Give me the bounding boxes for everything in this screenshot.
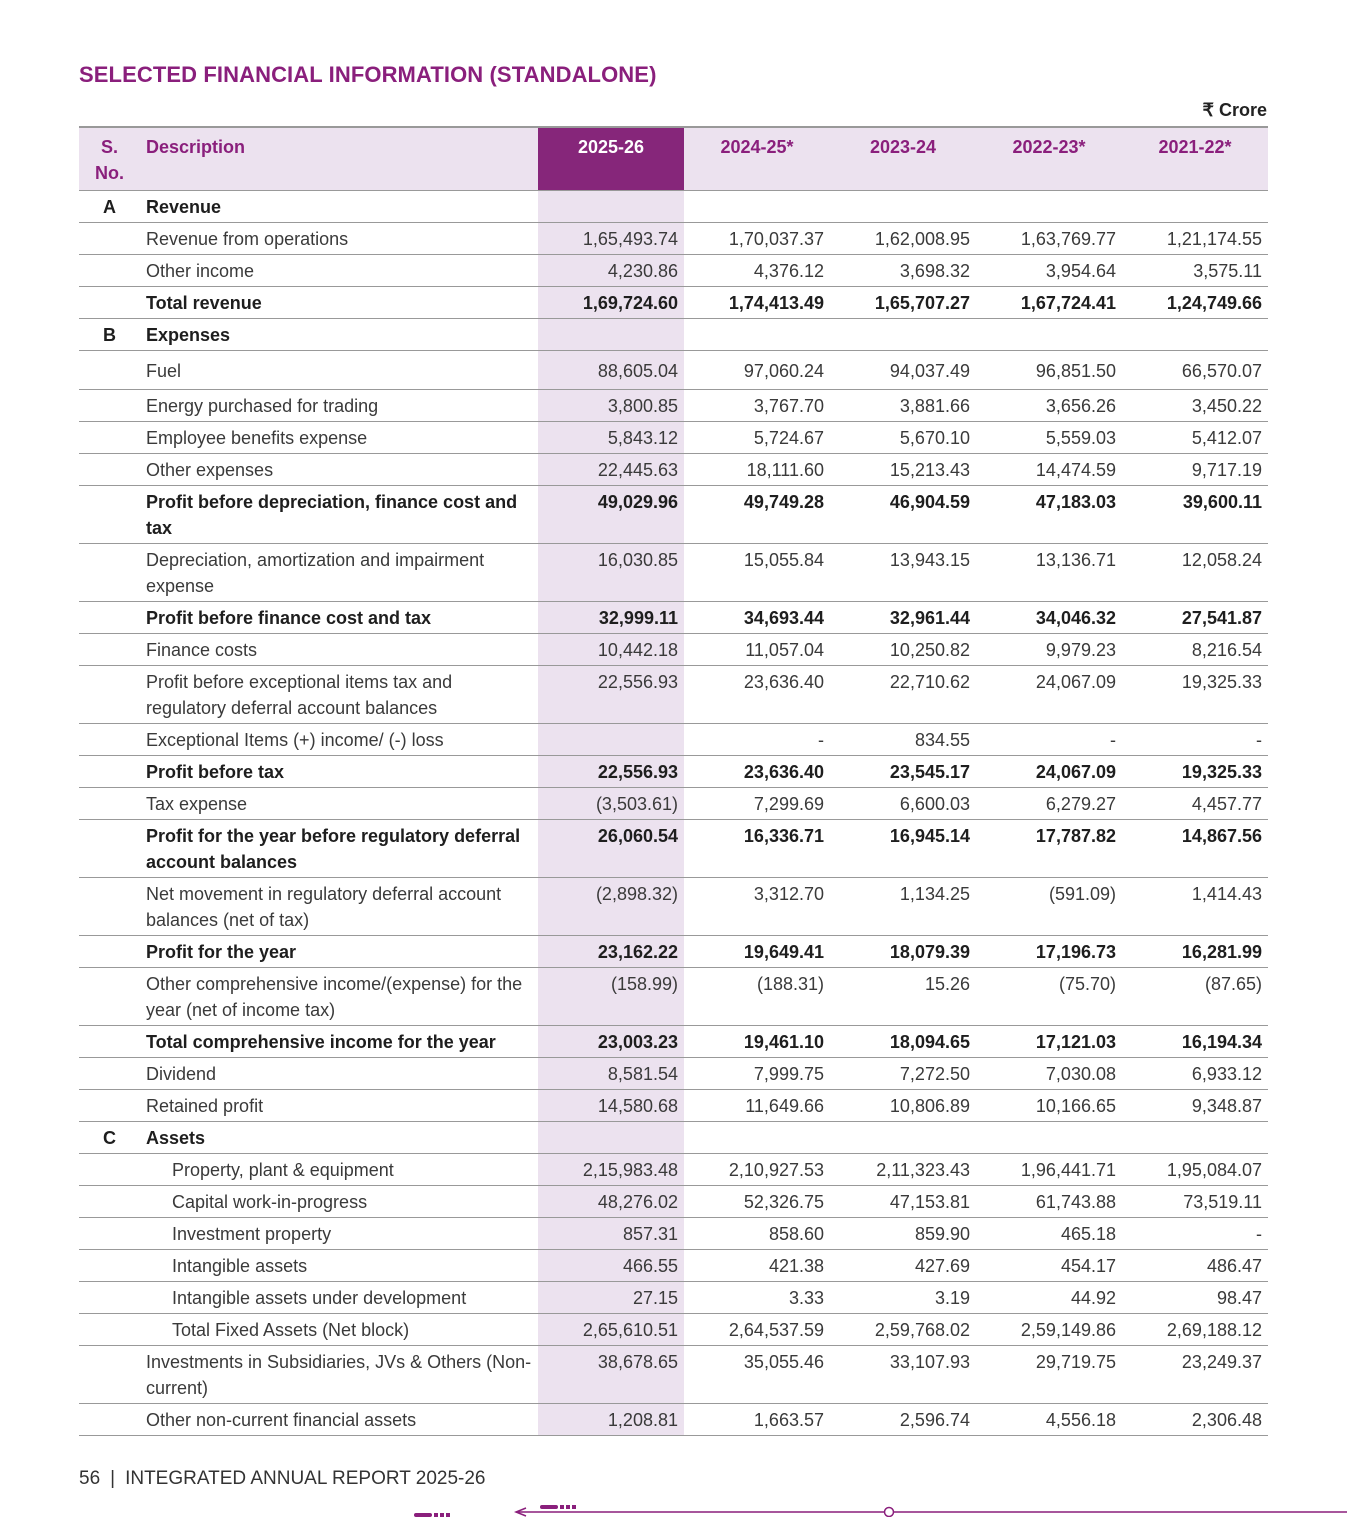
row-sno <box>79 1058 140 1090</box>
row-value: 52,326.75 <box>684 1186 830 1218</box>
table-row <box>79 319 1268 351</box>
row-value: 3,575.11 <box>1122 255 1268 287</box>
row-description: Profit before exceptional items tax and regulatory deferral account balances <box>140 666 538 724</box>
row-value: 857.31 <box>538 1218 684 1250</box>
row-value: (3,503.61) <box>538 788 684 820</box>
column-header-description: Description <box>140 127 538 191</box>
row-value: 5,670.10 <box>830 422 976 454</box>
row-value: 14,867.56 <box>1122 820 1268 878</box>
row-sno <box>79 223 140 255</box>
row-value: (591.09) <box>976 878 1122 936</box>
row-value: 1,69,724.60 <box>538 287 684 319</box>
table-body <box>79 191 1268 1436</box>
footer-separator: | <box>110 1468 116 1489</box>
row-value <box>1122 191 1268 223</box>
row-value: 466.55 <box>538 1250 684 1282</box>
table-row <box>79 634 1268 666</box>
row-value: 1,67,724.41 <box>976 287 1122 319</box>
row-value: 834.55 <box>830 724 976 756</box>
table-row <box>79 191 1268 223</box>
row-description: Profit before depreciation, finance cost and tax <box>140 486 538 544</box>
row-sno <box>79 1026 140 1058</box>
row-value: 9,979.23 <box>976 634 1122 666</box>
row-value: 38,678.65 <box>538 1346 684 1404</box>
row-value: 23,545.17 <box>830 756 976 788</box>
column-header-year: 2024-25* <box>684 127 830 191</box>
row-value: 486.47 <box>1122 1250 1268 1282</box>
row-value <box>684 319 830 351</box>
row-value: 4,230.86 <box>538 255 684 287</box>
row-value: 10,250.82 <box>830 634 976 666</box>
table-row <box>79 1314 1268 1346</box>
row-value: 17,196.73 <box>976 936 1122 968</box>
row-value <box>976 191 1122 223</box>
row-value: 3,881.66 <box>830 390 976 422</box>
row-description: Dividend <box>140 1058 538 1090</box>
row-value: 3,656.26 <box>976 390 1122 422</box>
row-value: 1,663.57 <box>684 1404 830 1436</box>
row-value: 32,961.44 <box>830 602 976 634</box>
row-value: 39,600.11 <box>1122 486 1268 544</box>
column-header-year: 2025-26 <box>538 127 684 191</box>
row-value: 15,055.84 <box>684 544 830 602</box>
row-value: 61,743.88 <box>976 1186 1122 1218</box>
row-value: 29,719.75 <box>976 1346 1122 1404</box>
table-row <box>79 1250 1268 1282</box>
row-value: (87.65) <box>1122 968 1268 1026</box>
column-header-sno: S. No. <box>79 127 140 191</box>
row-value: 10,442.18 <box>538 634 684 666</box>
row-value: 454.17 <box>976 1250 1122 1282</box>
row-value: 18,094.65 <box>830 1026 976 1058</box>
row-value: 27,541.87 <box>1122 602 1268 634</box>
row-sno <box>79 1154 140 1186</box>
table-row <box>79 1404 1268 1436</box>
row-value: 3,312.70 <box>684 878 830 936</box>
row-value: 1,63,769.77 <box>976 223 1122 255</box>
row-description: Revenue from operations <box>140 223 538 255</box>
row-value: 46,904.59 <box>830 486 976 544</box>
row-sno <box>79 666 140 724</box>
table-row <box>79 544 1268 602</box>
row-value: 7,999.75 <box>684 1058 830 1090</box>
row-value: 2,15,983.48 <box>538 1154 684 1186</box>
row-value: - <box>976 724 1122 756</box>
row-value: 94,037.49 <box>830 351 976 390</box>
table-row <box>79 666 1268 724</box>
row-value: 10,806.89 <box>830 1090 976 1122</box>
row-description: Other comprehensive income/(expense) for the year (net of income tax) <box>140 968 538 1026</box>
table-row <box>79 1186 1268 1218</box>
row-sno <box>79 878 140 936</box>
row-value: 5,412.07 <box>1122 422 1268 454</box>
row-value <box>684 1122 830 1154</box>
table-row <box>79 756 1268 788</box>
row-value: 2,59,149.86 <box>976 1314 1122 1346</box>
row-description: Intangible assets under development <box>140 1282 538 1314</box>
row-value <box>830 319 976 351</box>
row-value: 47,153.81 <box>830 1186 976 1218</box>
row-description: Net movement in regulatory deferral account balances (net of tax) <box>140 878 538 936</box>
row-value: 1,134.25 <box>830 878 976 936</box>
table-row <box>79 255 1268 287</box>
row-value: 22,445.63 <box>538 454 684 486</box>
row-value: 1,65,493.74 <box>538 223 684 255</box>
column-header-year: 2021-22* <box>1122 127 1268 191</box>
row-value: 11,057.04 <box>684 634 830 666</box>
row-value: 23,162.22 <box>538 936 684 968</box>
row-value: 12,058.24 <box>1122 544 1268 602</box>
table-row <box>79 788 1268 820</box>
row-value: 7,299.69 <box>684 788 830 820</box>
row-sno <box>79 351 140 390</box>
row-sno <box>79 634 140 666</box>
row-value: 16,030.85 <box>538 544 684 602</box>
row-sno <box>79 602 140 634</box>
row-value: 3,954.64 <box>976 255 1122 287</box>
row-value: 32,999.11 <box>538 602 684 634</box>
row-value: 2,69,188.12 <box>1122 1314 1268 1346</box>
row-value: 88,605.04 <box>538 351 684 390</box>
table-row <box>79 223 1268 255</box>
row-value: 15,213.43 <box>830 454 976 486</box>
row-value: 13,136.71 <box>976 544 1122 602</box>
row-value: 33,107.93 <box>830 1346 976 1404</box>
row-value: 14,580.68 <box>538 1090 684 1122</box>
row-value <box>830 191 976 223</box>
table-row <box>79 968 1268 1026</box>
column-header-year: 2023-24 <box>830 127 976 191</box>
row-value: (158.99) <box>538 968 684 1026</box>
row-value: 2,11,323.43 <box>830 1154 976 1186</box>
row-description: Profit for the year <box>140 936 538 968</box>
row-value: 49,749.28 <box>684 486 830 544</box>
row-sno: C <box>79 1122 140 1154</box>
row-description: Assets <box>140 1122 538 1154</box>
row-value: 1,62,008.95 <box>830 223 976 255</box>
row-value: 48,276.02 <box>538 1186 684 1218</box>
row-value: 4,376.12 <box>684 255 830 287</box>
row-sno <box>79 1250 140 1282</box>
row-description: Tax expense <box>140 788 538 820</box>
row-description: Employee benefits expense <box>140 422 538 454</box>
row-value: 19,325.33 <box>1122 666 1268 724</box>
row-sno <box>79 454 140 486</box>
row-value: 19,461.10 <box>684 1026 830 1058</box>
table-row <box>79 1026 1268 1058</box>
row-value: 16,336.71 <box>684 820 830 878</box>
row-value: 96,851.50 <box>976 351 1122 390</box>
row-value <box>976 1122 1122 1154</box>
row-value: 66,570.07 <box>1122 351 1268 390</box>
row-value: 23,003.23 <box>538 1026 684 1058</box>
row-value <box>538 191 684 223</box>
table-row <box>79 1090 1268 1122</box>
row-value: 3.33 <box>684 1282 830 1314</box>
row-value: 4,556.18 <box>976 1404 1122 1436</box>
page-number: 56 <box>79 1468 101 1489</box>
row-value: 1,21,174.55 <box>1122 223 1268 255</box>
row-value: 3,800.85 <box>538 390 684 422</box>
row-value: 18,111.60 <box>684 454 830 486</box>
row-value: 3,450.22 <box>1122 390 1268 422</box>
row-description: Revenue <box>140 191 538 223</box>
financial-table <box>79 126 1268 1436</box>
row-value: 2,65,610.51 <box>538 1314 684 1346</box>
row-sno <box>79 724 140 756</box>
row-value: 6,933.12 <box>1122 1058 1268 1090</box>
row-sno <box>79 756 140 788</box>
row-value: - <box>684 724 830 756</box>
row-value: 7,030.08 <box>976 1058 1122 1090</box>
row-value: 1,96,441.71 <box>976 1154 1122 1186</box>
row-value: 16,281.99 <box>1122 936 1268 968</box>
report-title: INTEGRATED ANNUAL REPORT 2025-26 <box>125 1468 486 1489</box>
row-value: 97,060.24 <box>684 351 830 390</box>
row-value: 2,596.74 <box>830 1404 976 1436</box>
row-value: 17,121.03 <box>976 1026 1122 1058</box>
row-value: 1,24,749.66 <box>1122 287 1268 319</box>
row-description: Intangible assets <box>140 1250 538 1282</box>
row-description: Fuel <box>140 351 538 390</box>
row-value: 1,414.43 <box>1122 878 1268 936</box>
table-row <box>79 1058 1268 1090</box>
row-sno <box>79 390 140 422</box>
table-row <box>79 1154 1268 1186</box>
row-description: Expenses <box>140 319 538 351</box>
row-value: 27.15 <box>538 1282 684 1314</box>
row-sno <box>79 788 140 820</box>
row-sno <box>79 1282 140 1314</box>
row-value: 23,636.40 <box>684 756 830 788</box>
row-value: 8,216.54 <box>1122 634 1268 666</box>
page-footer <box>79 1468 486 1490</box>
row-sno <box>79 1314 140 1346</box>
row-value: 1,208.81 <box>538 1404 684 1436</box>
row-value: 3,698.32 <box>830 255 976 287</box>
row-value: 13,943.15 <box>830 544 976 602</box>
row-description: Investments in Subsidiaries, JVs & Others (Non-current) <box>140 1346 538 1404</box>
table-row <box>79 724 1268 756</box>
row-value: 6,600.03 <box>830 788 976 820</box>
row-value: 2,64,537.59 <box>684 1314 830 1346</box>
row-value: (75.70) <box>976 968 1122 1026</box>
row-value: 22,710.62 <box>830 666 976 724</box>
row-value: 18,079.39 <box>830 936 976 968</box>
row-description: Other non-current financial assets <box>140 1404 538 1436</box>
row-value: 15.26 <box>830 968 976 1026</box>
row-value: 17,787.82 <box>976 820 1122 878</box>
row-value: 8,581.54 <box>538 1058 684 1090</box>
table-row <box>79 1218 1268 1250</box>
row-value <box>538 724 684 756</box>
table-row <box>79 287 1268 319</box>
table-row <box>79 1122 1268 1154</box>
row-description: Finance costs <box>140 634 538 666</box>
row-sno <box>79 255 140 287</box>
table-row <box>79 390 1268 422</box>
table-row <box>79 454 1268 486</box>
row-value: 9,348.87 <box>1122 1090 1268 1122</box>
row-sno <box>79 968 140 1026</box>
row-value: 49,029.96 <box>538 486 684 544</box>
header-row <box>79 127 1268 191</box>
row-sno <box>79 936 140 968</box>
page-title: SELECTED FINANCIAL INFORMATION (STANDALONE) <box>79 62 657 87</box>
row-value: 44.92 <box>976 1282 1122 1314</box>
row-value: 23,636.40 <box>684 666 830 724</box>
row-value: 11,649.66 <box>684 1090 830 1122</box>
row-sno: B <box>79 319 140 351</box>
row-description: Exceptional Items (+) income/ (-) loss <box>140 724 538 756</box>
row-value <box>976 319 1122 351</box>
row-value: 9,717.19 <box>1122 454 1268 486</box>
row-value: 23,249.37 <box>1122 1346 1268 1404</box>
table-header <box>79 127 1268 191</box>
row-value: 34,046.32 <box>976 602 1122 634</box>
table-row <box>79 878 1268 936</box>
row-value: 6,279.27 <box>976 788 1122 820</box>
row-value <box>538 319 684 351</box>
row-sno <box>79 544 140 602</box>
row-value: 7,272.50 <box>830 1058 976 1090</box>
currency-unit-label: ₹ Crore <box>1202 100 1267 120</box>
row-value: 2,59,768.02 <box>830 1314 976 1346</box>
row-value: 4,457.77 <box>1122 788 1268 820</box>
row-value: 858.60 <box>684 1218 830 1250</box>
table-row <box>79 486 1268 544</box>
row-sno: A <box>79 191 140 223</box>
row-value: 35,055.46 <box>684 1346 830 1404</box>
row-description: Property, plant & equipment <box>140 1154 538 1186</box>
row-value <box>1122 319 1268 351</box>
row-value: 19,649.41 <box>684 936 830 968</box>
row-description: Other expenses <box>140 454 538 486</box>
row-value <box>538 1122 684 1154</box>
row-description: Capital work-in-progress <box>140 1186 538 1218</box>
row-description: Profit before finance cost and tax <box>140 602 538 634</box>
row-sno <box>79 1404 140 1436</box>
row-value: 1,74,413.49 <box>684 287 830 319</box>
row-sno <box>79 1218 140 1250</box>
table-row <box>79 351 1268 390</box>
row-description: Energy purchased for trading <box>140 390 538 422</box>
row-sno <box>79 287 140 319</box>
table-row <box>79 936 1268 968</box>
row-description: Total revenue <box>140 287 538 319</box>
table-row <box>79 422 1268 454</box>
row-value: 19,325.33 <box>1122 756 1268 788</box>
row-description: Total Fixed Assets (Net block) <box>140 1314 538 1346</box>
row-value: 10,166.65 <box>976 1090 1122 1122</box>
row-value: - <box>1122 724 1268 756</box>
row-sno <box>79 1186 140 1218</box>
row-value: 34,693.44 <box>684 602 830 634</box>
row-value <box>1122 1122 1268 1154</box>
row-value <box>684 191 830 223</box>
row-description: Total comprehensive income for the year <box>140 1026 538 1058</box>
table-row <box>79 602 1268 634</box>
row-description: Profit before tax <box>140 756 538 788</box>
row-value: 22,556.93 <box>538 666 684 724</box>
row-value: 859.90 <box>830 1218 976 1250</box>
row-value: 16,945.14 <box>830 820 976 878</box>
row-value: - <box>1122 1218 1268 1250</box>
table-row <box>79 1346 1268 1404</box>
row-value: 47,183.03 <box>976 486 1122 544</box>
row-value: (188.31) <box>684 968 830 1026</box>
row-description: Retained profit <box>140 1090 538 1122</box>
row-value: 1,70,037.37 <box>684 223 830 255</box>
row-sno <box>79 1090 140 1122</box>
row-sno <box>79 1346 140 1404</box>
column-header-year: 2022-23* <box>976 127 1122 191</box>
row-sno <box>79 486 140 544</box>
row-description: Other income <box>140 255 538 287</box>
row-value: 26,060.54 <box>538 820 684 878</box>
row-sno <box>79 422 140 454</box>
row-value: 5,724.67 <box>684 422 830 454</box>
row-value: 3,767.70 <box>684 390 830 422</box>
row-value: (2,898.32) <box>538 878 684 936</box>
row-value: 24,067.09 <box>976 666 1122 724</box>
row-value: 1,95,084.07 <box>1122 1154 1268 1186</box>
row-value: 3.19 <box>830 1282 976 1314</box>
row-description: Depreciation, amortization and impairment expense <box>140 544 538 602</box>
row-value: 5,559.03 <box>976 422 1122 454</box>
row-value: 5,843.12 <box>538 422 684 454</box>
row-value: 73,519.11 <box>1122 1186 1268 1218</box>
row-sno <box>79 820 140 878</box>
row-value: 14,474.59 <box>976 454 1122 486</box>
table-row <box>79 820 1268 878</box>
row-value: 22,556.93 <box>538 756 684 788</box>
row-description: Investment property <box>140 1218 538 1250</box>
row-value: 427.69 <box>830 1250 976 1282</box>
row-value <box>830 1122 976 1154</box>
row-value: 2,306.48 <box>1122 1404 1268 1436</box>
row-description: Profit for the year before regulatory deferral account balances <box>140 820 538 878</box>
row-value: 2,10,927.53 <box>684 1154 830 1186</box>
row-value: 98.47 <box>1122 1282 1268 1314</box>
row-value: 465.18 <box>976 1218 1122 1250</box>
table-row <box>79 1282 1268 1314</box>
row-value: 24,067.09 <box>976 756 1122 788</box>
footer-decoration <box>410 1500 1347 1517</box>
row-value: 1,65,707.27 <box>830 287 976 319</box>
row-value: 421.38 <box>684 1250 830 1282</box>
row-value: 16,194.34 <box>1122 1026 1268 1058</box>
